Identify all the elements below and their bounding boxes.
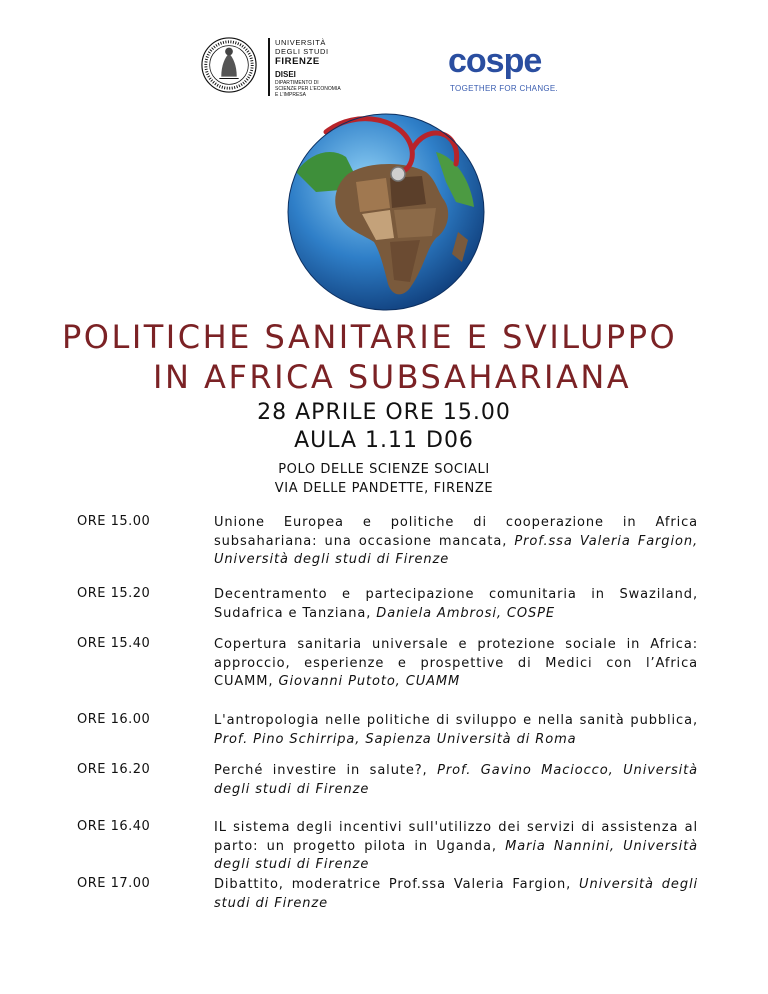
logo-divider [268, 38, 270, 96]
program-topic: Unione Europea e politiche di cooperazione in Africa subsahariana: una occasione mancata, [214, 515, 698, 549]
program-time: ORE 16.20 [77, 762, 151, 777]
program-topic: Dibattito, moderatrice Prof.ssa Valeria Fargion, [214, 877, 580, 892]
program-description [214, 819, 698, 875]
program-topic: L'antropologia nelle politiche di sviluppo e nella sanità pubblica, [214, 713, 698, 728]
program-topic: Decentramento e partecipazione comunitaria in Swaziland, Sudafrica e Tanziana, [214, 587, 698, 621]
unifi-wordmark [275, 38, 341, 98]
program-speaker: Università degli studi di Firenze [214, 877, 699, 911]
program-time: ORE 15.20 [77, 586, 151, 601]
disei-line3: E L'IMPRESA [275, 92, 306, 98]
unifi-logo [200, 30, 370, 100]
cospe-tagline: TOGETHER FOR CHANGE. [450, 84, 559, 93]
disei-label: DISEI [275, 70, 296, 79]
program-description [214, 712, 698, 749]
unifi-line3: FIRENZE [275, 56, 320, 67]
logo-header [0, 24, 768, 104]
cospe-wordmark: cospe [448, 42, 542, 80]
program-time: ORE 15.00 [77, 514, 151, 529]
university-seal-icon [200, 36, 258, 94]
program-description [214, 762, 698, 799]
globe-africa-stethoscope-image [286, 112, 486, 312]
program-speaker: Maria Nannini, Università degli studi di Firenze [214, 838, 698, 872]
disei-line1: DIPARTIMENTO DI [275, 80, 319, 86]
program-description [214, 876, 698, 913]
program-description [214, 636, 698, 692]
program-time: ORE 16.00 [77, 712, 151, 727]
program-topic: Copertura sanitaria universale e protezione sociale in Africa: approccio, esperienze e prospettive di Medici con l’Africa CUAMM, [214, 637, 698, 689]
program-time: ORE 15.40 [77, 636, 151, 651]
program-time: ORE 16.40 [77, 819, 151, 834]
program-speaker: Giovanni Putoto, CUAMM [278, 674, 461, 689]
disei-line2: SCIENZE PER L'ECONOMIA [275, 86, 341, 92]
program-speaker: Prof. Pino Schirripa, Sapienza Università di Roma [214, 731, 577, 747]
program-description [214, 514, 698, 570]
title-line1: POLITICHE SANITARIE E SVILUPPO [62, 318, 678, 356]
title-line2: IN AFRICA SUBSAHARIANA [153, 358, 632, 396]
program-description [214, 586, 698, 623]
unifi-line1: UNIVERSITÀ [275, 38, 327, 47]
program-time: ORE 17.00 [77, 876, 151, 891]
program-speaker: Prof.ssa Valeria Fargion, Università degli studi di Firenze [214, 533, 698, 567]
program-topic: Perché investire in salute?, [214, 763, 438, 778]
cospe-logo [448, 42, 578, 102]
unifi-line2: DEGLI STUDI [275, 47, 329, 56]
event-venue-line1: POLO DELLE SCIENZE SOCIALI [278, 462, 490, 477]
program-speaker: Prof. Gavino Maciocco, Università degli studi di Firenze [214, 763, 698, 797]
program-topic: IL sistema degli incentivi sull'utilizzo dei servizi di assistenza al parto: un progetto pilota in Uganda, [214, 820, 698, 854]
event-room: AULA 1.11 D06 [294, 428, 474, 453]
event-venue-line2: VIA DELLE PANDETTE, FIRENZE [274, 481, 494, 496]
program-speaker: Daniela Ambrosi, COSPE [376, 605, 556, 621]
event-date: 28 APRILE ORE 15.00 [257, 400, 511, 425]
